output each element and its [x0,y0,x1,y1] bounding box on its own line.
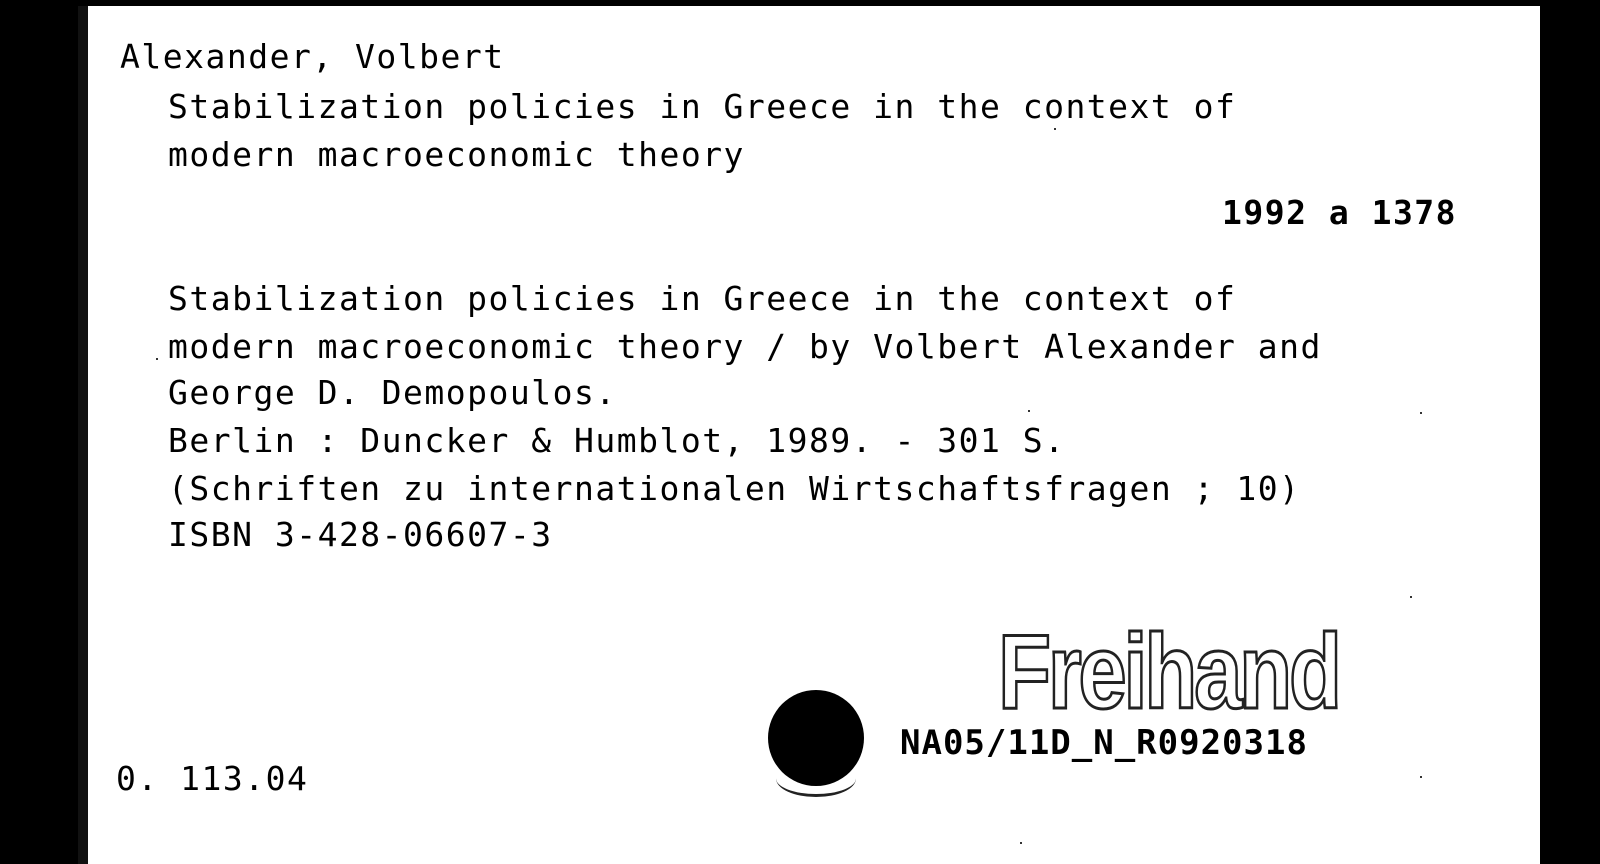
body-title-line3: George D. Demopoulos. [168,373,617,412]
heading-title-line1: Stabilization policies in Greece in the context of [168,87,1237,126]
call-number: 1992 a 1378 [1222,193,1458,232]
speck [1410,596,1412,598]
series-line: (Schriften zu internationalen Wirtschaftsfragen ; 10) [168,469,1301,508]
speck [1020,842,1022,844]
shelf-code: 0. 113.04 [116,759,309,798]
freihand-stamp: Freihand [998,613,1339,731]
speck [1420,412,1422,414]
heading-author: Alexander, Volbert [120,37,505,76]
body-title-line2: modern macroeconomic theory / by Volbert Alexander and [168,327,1322,366]
heading-title-line2: modern macroeconomic theory [168,135,745,174]
speck [156,358,158,360]
isbn-line: ISBN 3-428-06607-3 [168,515,553,554]
speck [1054,128,1056,130]
punch-hole-shadow [776,760,856,797]
catalog-card [78,6,1540,864]
speck [1028,410,1030,412]
imprint-line: Berlin : Duncker & Humblot, 1989. - 301 S. [168,421,1066,460]
body-title-line1: Stabilization policies in Greece in the context of [168,279,1237,318]
speck [1420,776,1422,778]
location-code: NA05/11D_N_R0920318 [900,723,1308,763]
